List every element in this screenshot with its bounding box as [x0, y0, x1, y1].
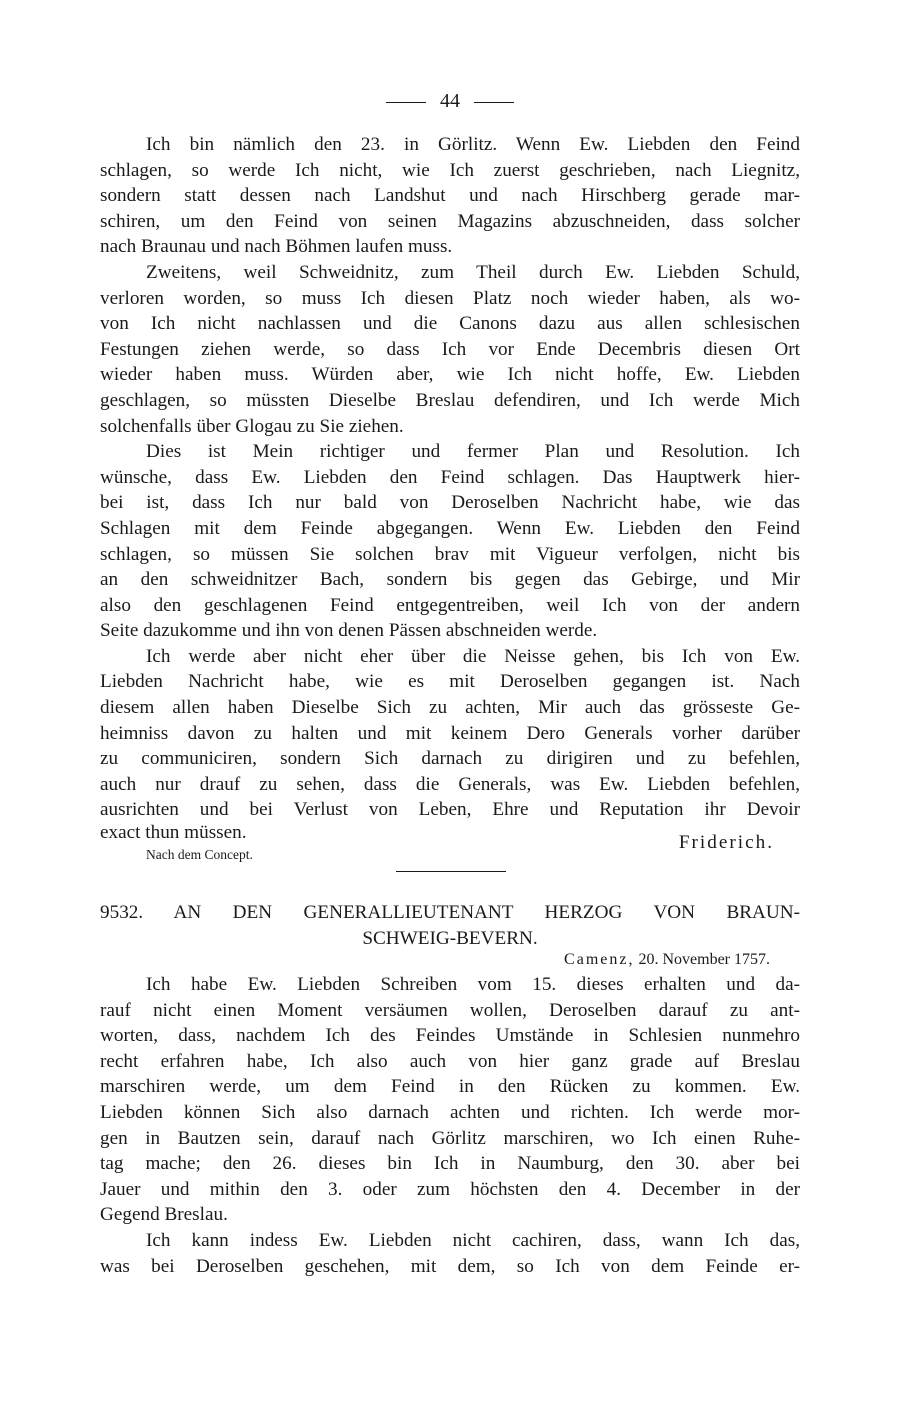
page-number: 44 — [440, 90, 460, 112]
section-divider — [396, 871, 506, 872]
text-line: Gegend Breslau. — [100, 1204, 228, 1226]
text-line: recht erfahren habe, Ich also auch von hier ganz grade auf Breslau — [100, 1050, 800, 1072]
text-line: Dies ist Mein richtiger und fermer Plan und Resolution. Ich — [146, 441, 800, 463]
text-line: wieder haben muss. Würden aber, wie Ich nicht hoffe, Ew. Liebden — [100, 364, 800, 386]
text-line: nach Braunau und nach Böhmen laufen muss. — [100, 236, 453, 258]
text-line: Ich bin nämlich den 23. in Görlitz. Wenn Ew. Liebden den Feind — [146, 134, 800, 155]
dateline — [564, 951, 770, 969]
text-line: geschlagen, so müssten Dieselbe Breslau defendiren, und Ich werde Mich — [100, 389, 800, 411]
text-line: marschiren werde, um dem Feind in den Rücken zu kommen. Ew. — [100, 1076, 800, 1098]
text-line: auch nur drauf zu sehen, dass die Generals, was Ew. Liebden befehlen, — [100, 773, 800, 795]
text-line: verloren worden, so muss Ich diesen Platz noch wieder haben, als wo- — [100, 287, 800, 309]
text-line: Liebden können Sich also darnach achten und richten. Ich werde mor- — [100, 1101, 800, 1123]
heading-line-1: 9532. AN DEN GENERALLIEUTENANT HERZOG VON BRAUN- — [100, 902, 800, 923]
text-line: zu communiciren, sondern Sich darnach zu dirigiren und zu befehlen, — [100, 748, 800, 770]
text-line: von Ich nicht nachlassen und die Canons dazu aus allen schlesischen — [100, 313, 800, 335]
text-line: schlagen, so müssen Sie solchen brav mit Vigueur verfolgen, nicht bis — [100, 543, 800, 565]
letter-body — [100, 972, 800, 1279]
text-line: Ich werde aber nicht eher über die Neisse gehen, bis Ich von Ew. — [146, 645, 800, 667]
text-line: schiren, um den Feind von seinen Magazins abzuschneiden, dass solcher — [100, 210, 800, 232]
text-line: sondern statt dessen nach Landshut und nach Hirschberg gerade mar- — [100, 185, 800, 207]
text-line: rauf nicht einen Moment versäumen wollen, Deroselben darauf zu ant- — [100, 999, 800, 1021]
letter-heading — [100, 900, 800, 952]
heading-line-2: SCHWEIG-BEVERN. — [362, 928, 538, 949]
signature: Friderich. — [678, 832, 774, 853]
text-line: Ich kann indess Ew. Liebden nicht cachiren, dass, wann Ich das, — [146, 1229, 800, 1251]
text-line: worten, dass, nachdem Ich des Feindes Umstände in Schlesien nunmehro — [100, 1025, 800, 1047]
source-note: Nach dem Concept. — [146, 847, 253, 862]
text-line: was bei Deroselben geschehen, mit dem, so Ich von dem Feinde er- — [100, 1255, 800, 1277]
text-line: wünsche, dass Ew. Liebden den Feind schlagen. Das Hauptwerk hier- — [100, 466, 800, 488]
dateline-date: 20. November 1757. — [638, 951, 770, 968]
text-line: ausrichten und bei Verlust von Leben, Ehre und Reputation ihr Devoir — [100, 799, 800, 821]
text-line: an den schweidnitzer Bach, sondern bis gegen das Gebirge, und Mir — [100, 569, 800, 591]
text-line: gen in Bautzen sein, darauf nach Görlitz marschiren, wo Ich einen Ruhe- — [100, 1127, 800, 1149]
text-line: Ich habe Ew. Liebden Schreiben vom 15. dieses erhalten und da- — [146, 974, 800, 995]
text-line: Zweitens, weil Schweidnitz, zum Theil durch Ew. Liebden Schuld, — [146, 261, 800, 283]
letter-body-continued — [100, 132, 800, 823]
text-line: Liebden Nachricht habe, wie es mit Deroselben gegangen ist. Nach — [100, 671, 800, 693]
text-line: Schlagen mit dem Feinde abgegangen. Wenn Ew. Liebden den Feind — [100, 517, 800, 539]
text-line: diesem allen haben Dieselbe Sich zu achten, Mir auch das grösseste Ge- — [100, 697, 800, 719]
text-line: heimniss davon zu halten und mit keinem Dero Generals vorher darüber — [100, 722, 800, 744]
text-line: bei ist, dass Ich nur bald von Deroselben Nachricht habe, wie das — [100, 492, 800, 514]
header-dash-left — [386, 102, 426, 103]
header-dash-right — [474, 102, 514, 103]
page-number-header — [0, 90, 900, 113]
text-line: solchenfalls über Glogau zu Sie ziehen. — [100, 415, 404, 437]
text-line: also den geschlagenen Feind entgegentreiben, weil Ich von der andern — [100, 594, 800, 616]
closing-text: exact thun müssen. — [100, 822, 247, 843]
text-line: tag mache; den 26. dieses bin Ich in Naumburg, den 30. aber bei — [100, 1153, 800, 1175]
text-line: schlagen, so werde Ich nicht, wie Ich zuerst geschrieben, nach Liegnitz, — [100, 159, 800, 181]
text-line: Seite dazukomme und ihn von denen Pässen abschneiden werde. — [100, 620, 598, 642]
text-line: Jauer und mithin den 3. oder zum höchsten den 4. December in der — [100, 1178, 800, 1200]
dateline-place: Camenz, — [564, 951, 635, 968]
text-line: Festungen ziehen werde, so dass Ich vor Ende Decembris diesen Ort — [100, 338, 800, 360]
